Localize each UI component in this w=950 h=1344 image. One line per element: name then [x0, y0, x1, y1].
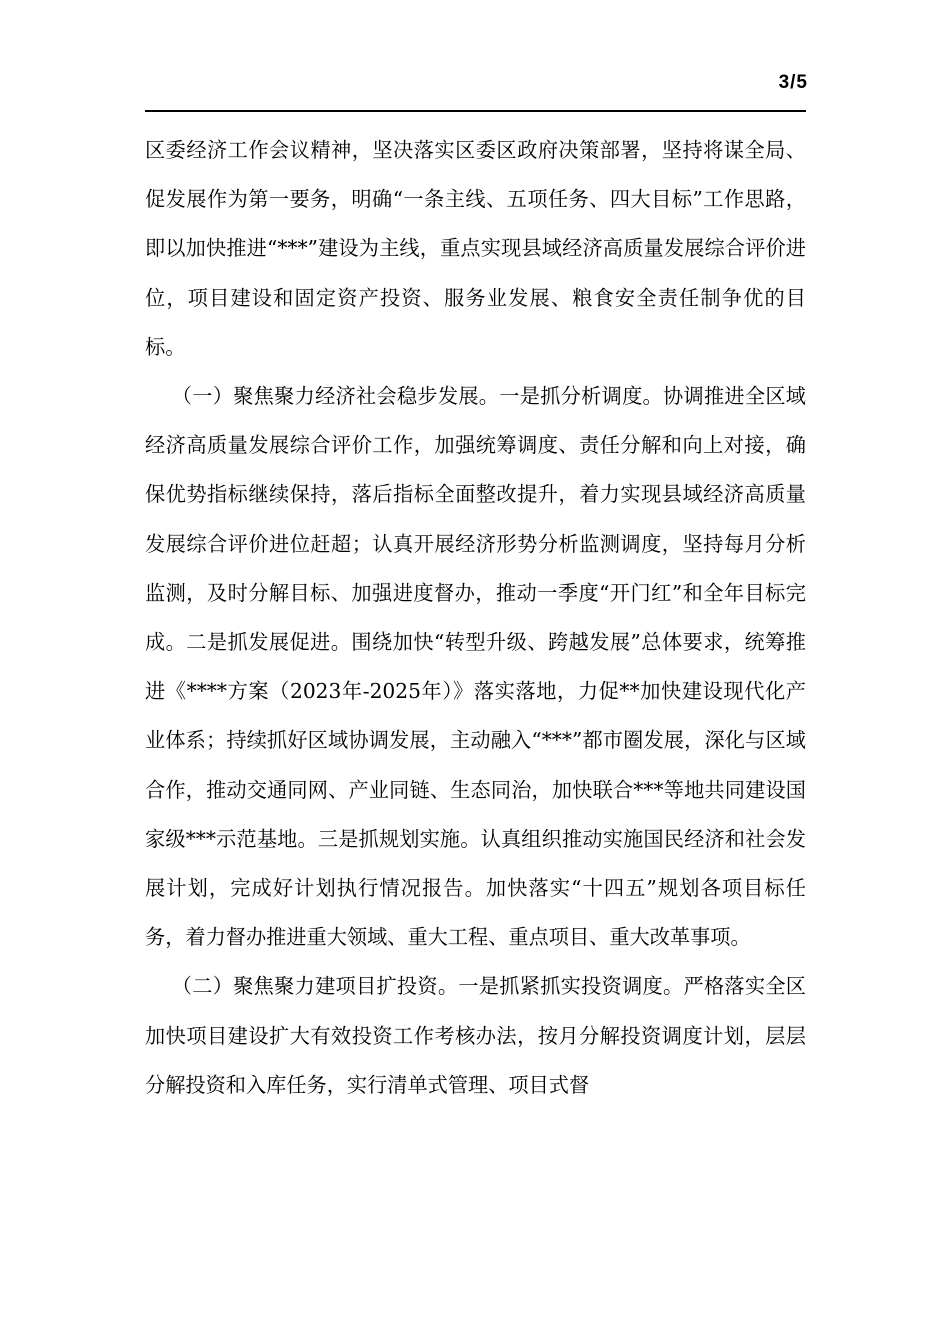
paragraph-section-2: （二）聚焦聚力建项目扩投资。一是抓紧抓实投资调度。严格落实全区加快项目建设扩大有效投资工作考核办法，按月分解投资调度计划，层层分解投资和入库任务，实行清单式管理、项目式督 [145, 974, 806, 1097]
paragraph-continuation: 区委经济工作会议精神，坚决落实区委区政府决策部署，坚持将谋全局、促发展作为第一要务，明确“一条主线、五项任务、四大目标”工作思路，即以加快推进“***”建设为主线，重点实现县域经济高质量发展综合评价进位，项目建设和固定资产投资、服务业发展、粮食安全责任制争优的目标。 [145, 138, 806, 359]
paragraph-section-1: （一）聚焦聚力经济社会稳步发展。一是抓分析调度。协调推进全区域经济高质量发展综合评价工作，加强统筹调度、责任分解和向上对接，确保优势指标继续保持，落后指标全面整改提升，着力实现县域经济高质量发展综合评价进位赶超；认真开展经济形势分析监测调度，坚持每月分析监测，及时分解目标、加强进度督办，推动一季度“开门红”和全年目标完成。二是抓发展促进。围绕加快“转型升级、跨越发展”总体要求，统筹推进《****方案（2023年-2025年）》落实落地，力促**加快建设现代化产业体系；持续抓好区域协调发展，主动融入“***”都市圈发展，深化与区域合作，推动交通同网、产业同链、生态同治，加快联合***等地共同建设国家级***示范基地。三是抓规划实施。认真组织推动实施国民经济和社会发展计划，完成好计划执行情况报告。加快落实“十四五”规划各项目标任务，着力督办推进重大领域、重大工程、重点项目、重大改革事项。 [145, 384, 806, 950]
page-number: 3/5 [778, 72, 808, 93]
header-divider [145, 110, 806, 112]
document-body [145, 126, 806, 1110]
